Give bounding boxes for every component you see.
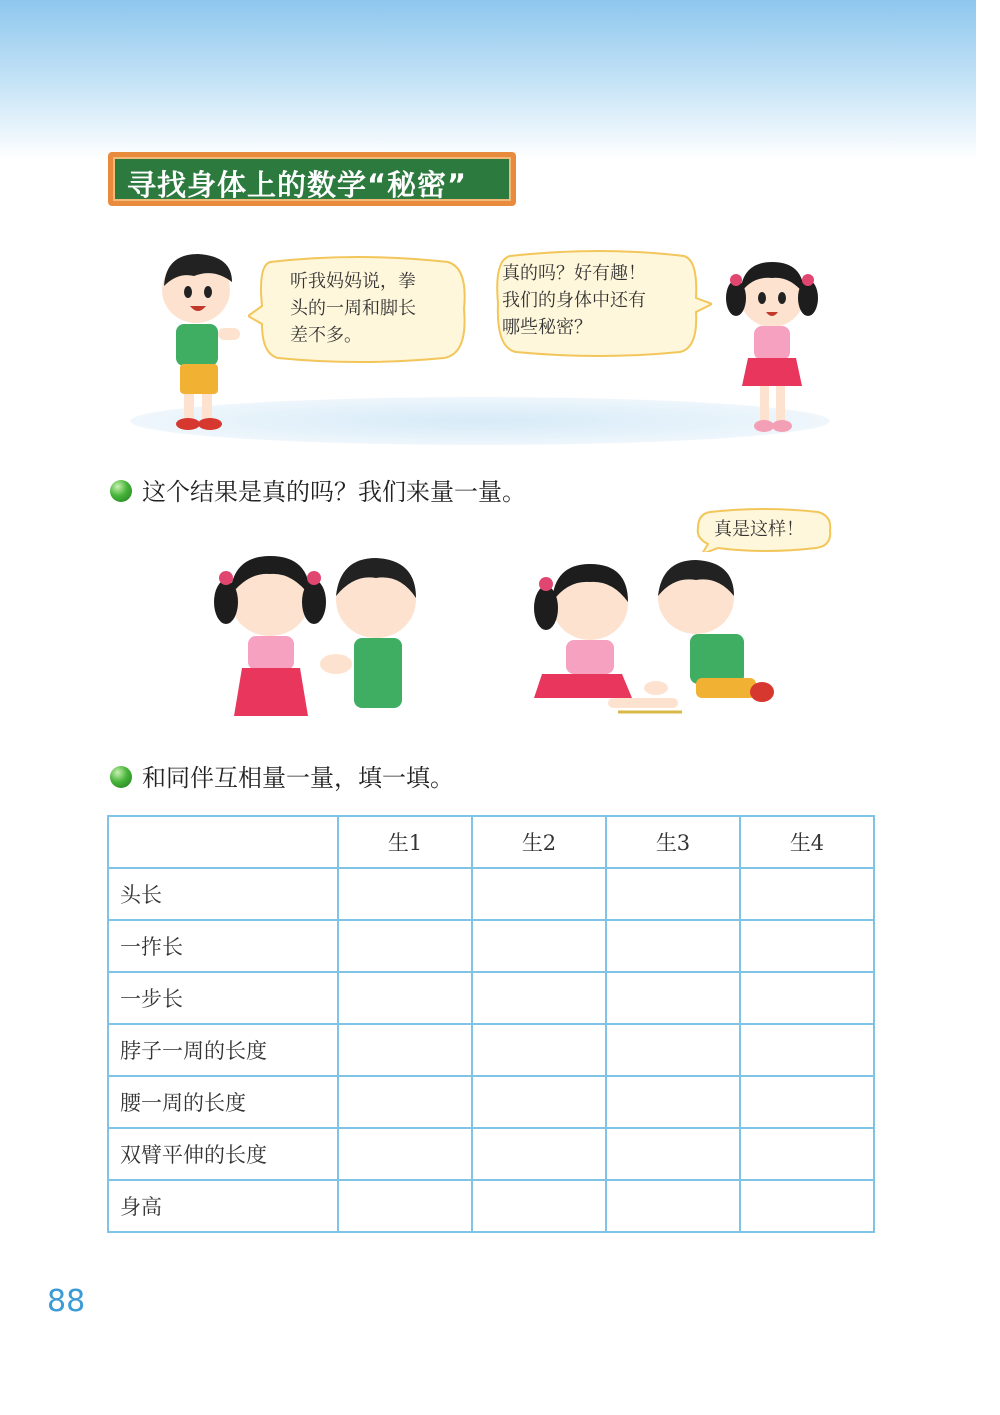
table-cell[interactable] (338, 920, 472, 972)
table-header-row (108, 816, 874, 868)
instruction-measure-text: 这个结果是真的吗？我们来量一量。 (142, 478, 526, 506)
table-cell[interactable] (606, 1128, 740, 1180)
table-cell[interactable] (606, 972, 740, 1024)
table-cell[interactable] (472, 1024, 606, 1076)
table-cell[interactable] (472, 920, 606, 972)
green-bullet-icon (110, 480, 132, 502)
table-cell[interactable] (740, 1128, 874, 1180)
table-cell[interactable] (740, 1024, 874, 1076)
measurement-table (107, 815, 875, 1233)
girl-speech-text: 真的吗？好有趣！ 我们的身体中还有 哪些秘密？ (502, 263, 646, 338)
table-cell[interactable] (472, 972, 606, 1024)
row-label-hand-span: 一拃长 (108, 920, 338, 972)
row-label-arm-span: 双臂平伸的长度 (108, 1128, 338, 1180)
table-cell[interactable] (740, 972, 874, 1024)
boy-illustration (154, 246, 254, 440)
table-cell[interactable] (472, 868, 606, 920)
table-cell[interactable] (606, 868, 740, 920)
table-header-student-1: 生1 (338, 816, 472, 868)
row-label-step-length: 一步长 (108, 972, 338, 1024)
table-cell[interactable] (606, 1076, 740, 1128)
instruction-measure (110, 472, 526, 507)
table-row (108, 1024, 874, 1076)
table-cell[interactable] (338, 868, 472, 920)
pair-speech-bubble (694, 508, 834, 552)
boy-speech-text: 听我妈妈说，拳 头的一周和脚长 差不多。 (290, 271, 416, 346)
instruction-fill-text: 和同伴互相量一量，填一填。 (142, 764, 454, 792)
table-cell[interactable] (472, 1076, 606, 1128)
page-number: 88 (47, 1284, 86, 1319)
table-row (108, 1128, 874, 1180)
table-row (108, 972, 874, 1024)
table-header-student-2: 生2 (472, 816, 606, 868)
table-cell[interactable] (472, 1180, 606, 1232)
lesson-title: 寻找身体上的数学“秘密” (127, 168, 468, 202)
row-label-waist-circumference: 腰一周的长度 (108, 1076, 338, 1128)
pair-measuring-foot-illustration (522, 548, 778, 728)
table-cell[interactable] (740, 1076, 874, 1128)
boy-speech-bubble (248, 254, 470, 364)
table-cell[interactable] (338, 1128, 472, 1180)
table-cell[interactable] (338, 972, 472, 1024)
table-cell[interactable] (740, 920, 874, 972)
table-cell[interactable] (740, 868, 874, 920)
table-cell[interactable] (606, 1180, 740, 1232)
table-cell[interactable] (338, 1024, 472, 1076)
row-label-head-length: 头长 (108, 868, 338, 920)
measurement-table-container (107, 815, 875, 1233)
table-cell[interactable] (338, 1076, 472, 1128)
table-header-student-3: 生3 (606, 816, 740, 868)
dialogue-scene (118, 232, 838, 452)
table-header-student-4: 生4 (740, 816, 874, 868)
pair-speech-text: 真是这样！ (714, 519, 804, 540)
table-row (108, 868, 874, 920)
table-cell[interactable] (606, 1024, 740, 1076)
pair-measuring-fist-illustration (204, 540, 434, 726)
table-cell[interactable] (472, 1128, 606, 1180)
table-row (108, 1076, 874, 1128)
table-cell[interactable] (338, 1180, 472, 1232)
row-label-height: 身高 (108, 1180, 338, 1232)
table-row (108, 920, 874, 972)
table-cell[interactable] (740, 1180, 874, 1232)
lesson-title-banner (108, 152, 516, 206)
table-header-blank (108, 816, 338, 868)
girl-illustration (722, 254, 822, 443)
table-row (108, 1180, 874, 1232)
header-band (0, 0, 976, 160)
table-cell[interactable] (606, 920, 740, 972)
row-label-neck-circumference: 脖子一周的长度 (108, 1024, 338, 1076)
instruction-fill (110, 758, 454, 793)
green-bullet-icon (110, 766, 132, 788)
girl-speech-bubble (490, 248, 712, 358)
